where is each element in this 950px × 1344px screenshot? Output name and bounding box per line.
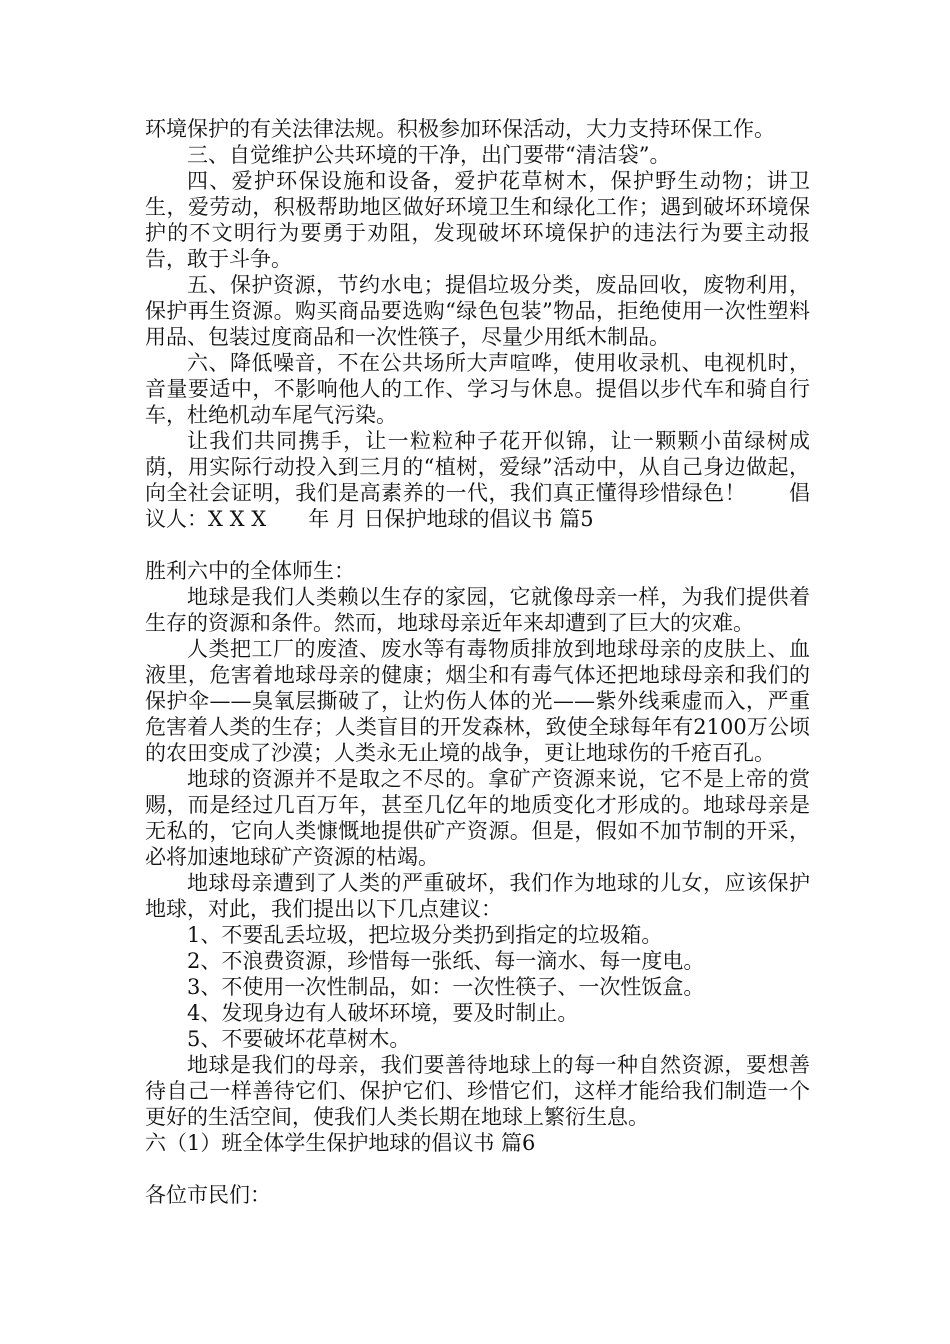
signature-and-next-title: 六（1）班全体学生保护地球的倡议书 篇6 bbox=[145, 1131, 536, 1155]
paragraph-law: 环境保护的有关法律法规。积极参加环保活动，大力支持环保工作。 bbox=[145, 117, 775, 141]
paragraph-item-3: 三、自觉维护公共环境的干净，出门要带“清洁袋”。 bbox=[187, 143, 671, 167]
paragraph-damage: 人类把工厂的废渣、废水等有毒物质排放到地球母亲的皮肤上、血液里，危害着地球母亲的健康；烟尘和有毒气体还把地球母亲和我们的保护伞——臭氧层撕破了，让灼伤人体的光——紫外线乘虚而入，严重危害着人类的生存；人类盲目的开发森林，致使全球每年有2100万公顷的农田变成了沙漠；人类永无止境的战争，更让地球伤的千疮百孔。 bbox=[145, 637, 810, 765]
list-item-3: 3、不使用一次性制品，如：一次性筷子、一次性饭盒。 bbox=[187, 975, 705, 999]
paragraph-earth-home: 地球是我们人类赖以生存的家园，它就像母亲一样，为我们提供着生存的资源和条件。然而，地球母亲近年来却遭到了巨大的灾难。 bbox=[145, 585, 810, 635]
document-body bbox=[145, 116, 810, 1208]
list-item-1: 1、不要乱丢垃圾，把垃圾分类扔到指定的垃圾箱。 bbox=[187, 923, 663, 947]
salutation-school: 胜利六中的全体师生： bbox=[145, 559, 355, 583]
list-item-5: 5、不要破坏花草树木。 bbox=[187, 1027, 411, 1051]
paragraph-item-5: 五、保护资源，节约水电；提倡垃圾分类，废品回收，废物利用，保护再生资源。购买商品要选购“绿色包装”物品，拒绝使用一次性塑料用品、包装过度商品和一次性筷子，尽量少用纸木制品。 bbox=[145, 273, 810, 349]
salutation-citizens: 各位市民们： bbox=[145, 1183, 271, 1207]
paragraph-resources: 地球的资源并不是取之不尽的。拿矿产资源来说，它不是上帝的赏赐，而是经过几百万年，甚至几亿年的地质变化才形成的。地球母亲是无私的，它向人类慷慨地提供矿产资源。但是，假如不加节制的开采，必将加速地球矿产资源的枯竭。 bbox=[145, 767, 810, 869]
paragraph-item-6: 六、降低噪音，不在公共场所大声喧哗，使用收录机、电视机时，音量要适中，不影响他人的工作、学习与休息。提倡以步代车和骑自行车，杜绝机动车尾气污染。 bbox=[145, 351, 810, 427]
paragraph-closing-call: 让我们共同携手，让一粒粒种子花开似锦，让一颗颗小苗绿树成荫，用实际行动投入到三月的“植树，爱绿”活动中，从自己身边做起，向全社会证明，我们是高素养的一代，我们真正懂得珍惜绿色！ 倡议人：X X X 年 月 日保护地球的倡议书 篇5 bbox=[145, 429, 810, 531]
paragraph-proposals-intro: 地球母亲遭到了人类的严重破坏，我们作为地球的儿女，应该保护地球，对此，我们提出以下几点建议： bbox=[145, 871, 810, 921]
paragraph-item-4: 四、爱护环保设施和设备，爱护花草树木，保护野生动物；讲卫生，爱劳动，积极帮助地区做好环境卫生和绿化工作；遇到破坏环境保护的不文明行为要勇于劝阻，发现破坏环境保护的违法行为要主动报告，敢于斗争。 bbox=[145, 169, 810, 271]
list-item-4: 4、发现身边有人破坏环境，要及时制止。 bbox=[187, 1001, 579, 1025]
list-item-2: 2、不浪费资源，珍惜每一张纸、每一滴水、每一度电。 bbox=[187, 949, 705, 973]
paragraph-conclusion: 地球是我们的母亲，我们要善待地球上的每一种自然资源，要想善待自己一样善待它们、保护它们、珍惜它们，这样才能给我们制造一个更好的生活空间，使我们人类长期在地球上繁衍生息。 bbox=[145, 1053, 810, 1129]
